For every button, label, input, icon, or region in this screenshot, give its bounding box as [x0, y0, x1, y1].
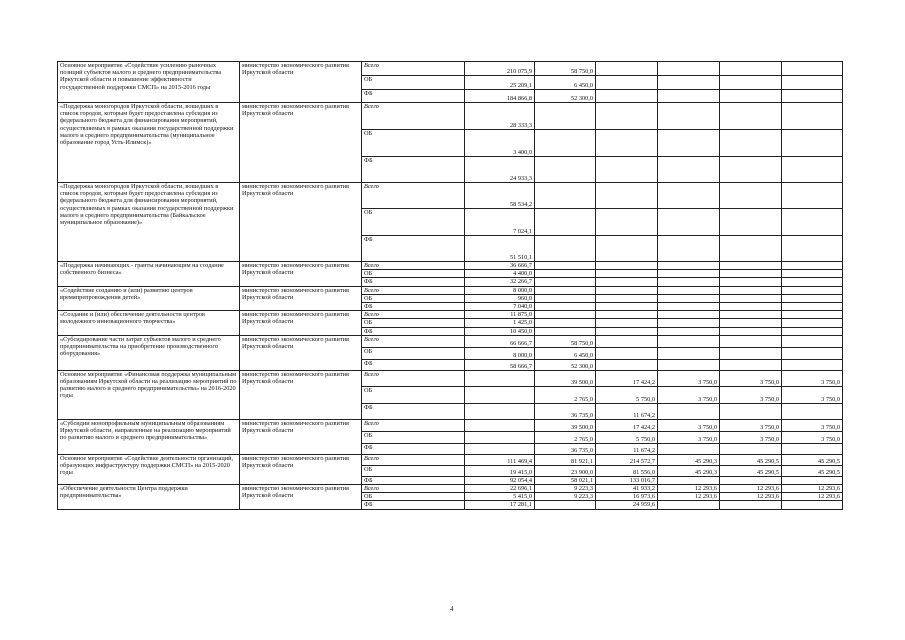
amount-cell: 6 450,0 — [535, 347, 596, 359]
amount-cell: 3 400,0 — [465, 130, 535, 157]
amount-cell — [596, 278, 658, 286]
amount-cell — [782, 311, 843, 319]
amount-cell — [596, 76, 658, 90]
amount-cell — [720, 359, 782, 370]
amount-cell: 5 415,0 — [465, 493, 535, 501]
amount-cell — [782, 157, 843, 183]
amount-cell: 58 534,2 — [465, 183, 535, 209]
amount-cell — [782, 286, 843, 294]
responsible-executor: министерство экономического развития Иркутской области — [240, 62, 362, 103]
amount-cell: 45 290,5 — [720, 465, 782, 476]
amount-cell: 41 933,2 — [596, 485, 658, 493]
funding-source: ОБ — [362, 294, 465, 302]
amount-cell — [782, 327, 843, 335]
amount-cell — [658, 359, 720, 370]
amount-cell — [720, 294, 782, 302]
funding-source: ФБ — [362, 278, 465, 286]
funding-source: ОБ — [362, 130, 465, 157]
amount-cell — [782, 335, 843, 347]
amount-cell — [658, 294, 720, 302]
amount-cell — [720, 90, 782, 103]
responsible-executor: министерство экономического развития Иркутской области — [240, 286, 362, 311]
amount-cell — [658, 347, 720, 359]
amount-cell — [720, 157, 782, 183]
table-row — [58, 370, 843, 386]
table-row — [58, 286, 843, 294]
funding-source: ОБ — [362, 270, 465, 278]
amount-cell — [596, 286, 658, 294]
activity-name: «Обеспечение деятельности Центра поддержки предпринимательства» — [58, 485, 240, 510]
amount-cell: 52 300,0 — [535, 359, 596, 370]
amount-cell: 19 415,0 — [465, 465, 535, 476]
amount-cell: 12 293,6 — [782, 493, 843, 501]
amount-cell: 1 425,0 — [465, 319, 535, 327]
amount-cell — [535, 501, 596, 509]
amount-cell — [658, 103, 720, 130]
funding-source: Всего — [362, 62, 465, 76]
amount-cell — [720, 262, 782, 270]
amount-cell: 3 750,0 — [658, 431, 720, 443]
amount-cell — [720, 476, 782, 484]
amount-cell — [658, 327, 720, 335]
amount-cell: 3 750,0 — [782, 419, 843, 431]
amount-cell — [720, 278, 782, 286]
amount-cell: 17 424,2 — [596, 419, 658, 431]
amount-cell — [720, 130, 782, 157]
amount-cell: 58 021,1 — [535, 476, 596, 484]
amount-cell: 58 750,0 — [535, 335, 596, 347]
funding-source: ОБ — [362, 209, 465, 236]
funding-source: ФБ — [362, 501, 465, 509]
activity-name: «Субсидии монопрофильным муниципальным образованиям Иркутской области, направленные на реализацию мероприятий по развитию малого и среднего предпринимательства» — [58, 419, 240, 454]
amount-cell: 52 300,0 — [535, 90, 596, 103]
funding-source: ФБ — [362, 403, 465, 419]
amount-cell — [596, 157, 658, 183]
amount-cell — [596, 347, 658, 359]
amount-cell — [782, 183, 843, 209]
amount-cell — [782, 270, 843, 278]
amount-cell — [535, 209, 596, 236]
amount-cell: 3 750,0 — [782, 431, 843, 443]
amount-cell — [782, 303, 843, 311]
amount-cell: 10 450,0 — [465, 327, 535, 335]
amount-cell — [782, 501, 843, 509]
funding-source: Всего — [362, 335, 465, 347]
table-row — [58, 485, 843, 493]
amount-cell — [720, 286, 782, 294]
amount-cell — [658, 157, 720, 183]
amount-cell: 28 333,3 — [465, 103, 535, 130]
amount-cell: 45 290,5 — [782, 454, 843, 465]
amount-cell: 3 750,0 — [720, 386, 782, 403]
funding-source: Всего — [362, 103, 465, 130]
amount-cell — [596, 335, 658, 347]
amount-cell: 81 921,1 — [535, 454, 596, 465]
amount-cell — [782, 90, 843, 103]
funding-source: Всего — [362, 262, 465, 270]
amount-cell — [782, 476, 843, 484]
amount-cell: 12 293,6 — [720, 485, 782, 493]
table-body — [58, 62, 843, 510]
responsible-executor: министерство экономического развития Иркутской области — [240, 335, 362, 370]
amount-cell: 184 866,8 — [465, 90, 535, 103]
amount-cell: 58 666,7 — [465, 359, 535, 370]
funding-source: Всего — [362, 454, 465, 465]
amount-cell — [535, 294, 596, 302]
amount-cell — [465, 370, 535, 386]
activity-name: «Создание и (или) обеспечение деятельности центров молодежного инновационного творчества» — [58, 311, 240, 336]
amount-cell — [596, 209, 658, 236]
responsible-executor: министерство экономического развития Иркутской области — [240, 183, 362, 262]
amount-cell: 24 959,6 — [596, 501, 658, 509]
amount-cell — [658, 311, 720, 319]
amount-cell — [658, 443, 720, 454]
amount-cell: 17 281,1 — [465, 501, 535, 509]
amount-cell — [782, 319, 843, 327]
amount-cell — [658, 209, 720, 236]
amount-cell: 25 209,1 — [465, 76, 535, 90]
amount-cell: 66 666,7 — [465, 335, 535, 347]
amount-cell: 210 075,9 — [465, 62, 535, 76]
amount-cell: 81 556,0 — [596, 465, 658, 476]
amount-cell — [596, 359, 658, 370]
amount-cell — [465, 403, 535, 419]
funding-source: Всего — [362, 419, 465, 431]
amount-cell: 133 016,7 — [596, 476, 658, 484]
amount-cell: 16 973,6 — [596, 493, 658, 501]
activity-name: «Поддержка моногородов Иркутской области, вошедших в список городов, которым будет предоставлена субсидия из федерального бюджета для финансирования мероприятий, осуществляемых в рамках оказания государственной поддержки малого и среднего предпринимательства (муниципальное образование город Усть-Илимск)» — [58, 103, 240, 183]
table-row — [58, 103, 843, 130]
amount-cell — [465, 386, 535, 403]
activity-name: «Поддержка начинающих - гранты начинающим на создание собственного бизнеса» — [58, 262, 240, 287]
amount-cell — [782, 278, 843, 286]
funding-source: ОБ — [362, 465, 465, 476]
amount-cell: 22 696,1 — [465, 485, 535, 493]
amount-cell: 32 266,7 — [465, 278, 535, 286]
amount-cell: 58 750,0 — [535, 62, 596, 76]
page-number: 4 — [450, 605, 454, 613]
funding-source: ОБ — [362, 76, 465, 90]
amount-cell — [658, 303, 720, 311]
amount-cell — [720, 347, 782, 359]
amount-cell: 9 223,3 — [535, 485, 596, 493]
responsible-executor: министерство экономического развития Иркутской области — [240, 262, 362, 287]
amount-cell — [720, 501, 782, 509]
amount-cell — [596, 327, 658, 335]
funding-source: ФБ — [362, 90, 465, 103]
activity-name: Основное мероприятие «Содействие усилению рыночных позиций субъектов малого и среднего предпринимательства Иркутской области и повышение эффективности государственной поддержки СМСП» на 2015-2016 годы — [58, 62, 240, 103]
amount-cell: 8 000,0 — [465, 286, 535, 294]
table-row — [58, 262, 843, 270]
amount-cell — [535, 236, 596, 262]
amount-cell: 8 000,0 — [465, 347, 535, 359]
funding-source: Всего — [362, 370, 465, 386]
funding-source: ФБ — [362, 236, 465, 262]
amount-cell: 45 290,5 — [720, 454, 782, 465]
amount-cell — [658, 403, 720, 419]
amount-cell: 3 750,0 — [658, 386, 720, 403]
amount-cell: 11 674,2 — [596, 403, 658, 419]
amount-cell — [535, 319, 596, 327]
activity-name: Основное мероприятие «Содействие деятельности организаций, образующих инфраструктуру поддержки СМСП» на 2015-2020 годы — [58, 454, 240, 484]
activity-name: Основное мероприятие «Финансовая поддержка муниципальным образованиям Иркутской области на реализацию мероприятий по развитию малого и среднего предпринимательства» на 2016-2020 годы — [58, 370, 240, 419]
amount-cell — [720, 403, 782, 419]
funding-source: ОБ — [362, 431, 465, 443]
amount-cell — [658, 76, 720, 90]
amount-cell: 5 750,0 — [596, 386, 658, 403]
amount-cell — [465, 419, 535, 431]
amount-cell — [465, 431, 535, 443]
amount-cell — [720, 270, 782, 278]
table-row — [58, 62, 843, 76]
amount-cell — [658, 262, 720, 270]
funding-source: ОБ — [362, 347, 465, 359]
amount-cell: 7 040,0 — [465, 303, 535, 311]
amount-cell: 3 750,0 — [658, 370, 720, 386]
table-row — [58, 335, 843, 347]
amount-cell — [720, 319, 782, 327]
amount-cell — [782, 62, 843, 76]
amount-cell — [720, 311, 782, 319]
amount-cell — [782, 236, 843, 262]
amount-cell — [596, 62, 658, 76]
funding-source: ОБ — [362, 493, 465, 501]
amount-cell: 12 293,6 — [658, 493, 720, 501]
amount-cell — [535, 157, 596, 183]
amount-cell: 39 500,0 — [535, 419, 596, 431]
amount-cell — [535, 303, 596, 311]
funding-source: ФБ — [362, 359, 465, 370]
amount-cell — [720, 303, 782, 311]
amount-cell — [782, 403, 843, 419]
amount-cell — [720, 335, 782, 347]
responsible-executor: министерство экономического развития Иркутской области — [240, 419, 362, 454]
amount-cell: 45 290,3 — [658, 454, 720, 465]
amount-cell: 39 500,0 — [535, 370, 596, 386]
amount-cell: 7 024,1 — [465, 209, 535, 236]
amount-cell: 12 293,6 — [720, 493, 782, 501]
funding-source: Всего — [362, 286, 465, 294]
amount-cell — [658, 130, 720, 157]
amount-cell: 17 424,2 — [596, 370, 658, 386]
amount-cell — [720, 236, 782, 262]
amount-cell — [535, 262, 596, 270]
amount-cell — [535, 278, 596, 286]
amount-cell — [535, 311, 596, 319]
amount-cell — [596, 294, 658, 302]
responsible-executor: министерство экономического развития Иркутской области — [240, 311, 362, 336]
amount-cell — [596, 311, 658, 319]
funding-source: ФБ — [362, 157, 465, 183]
amount-cell: 960,0 — [465, 294, 535, 302]
amount-cell: 11 674,2 — [596, 443, 658, 454]
amount-cell — [596, 262, 658, 270]
budget-table — [57, 61, 843, 510]
amount-cell: 36 735,0 — [535, 403, 596, 419]
amount-cell — [720, 183, 782, 209]
amount-cell: 2 765,0 — [535, 431, 596, 443]
amount-cell — [720, 76, 782, 90]
activity-name: «Содействие созданию и (или) развитию центров времяпрепровождения детей» — [58, 286, 240, 311]
amount-cell — [658, 286, 720, 294]
funding-source: ФБ — [362, 327, 465, 335]
amount-cell: 45 290,5 — [782, 465, 843, 476]
amount-cell: 3 750,0 — [720, 370, 782, 386]
amount-cell — [535, 286, 596, 294]
amount-cell — [658, 236, 720, 262]
amount-cell — [720, 327, 782, 335]
amount-cell — [720, 443, 782, 454]
responsible-executor: министерство экономического развития Иркутской области — [240, 454, 362, 484]
amount-cell — [596, 90, 658, 103]
amount-cell: 36 735,0 — [535, 443, 596, 454]
amount-cell — [596, 103, 658, 130]
table-row — [58, 183, 843, 209]
funding-source: ФБ — [362, 476, 465, 484]
amount-cell — [658, 90, 720, 103]
funding-source: ФБ — [362, 443, 465, 454]
amount-cell: 3 750,0 — [782, 386, 843, 403]
amount-cell: 9 223,3 — [535, 493, 596, 501]
funding-source: ФБ — [362, 303, 465, 311]
amount-cell — [465, 443, 535, 454]
table-row — [58, 311, 843, 319]
amount-cell: 51 510,1 — [465, 236, 535, 262]
responsible-executor: министерство экономического развития Иркутской области — [240, 103, 362, 183]
amount-cell — [720, 62, 782, 76]
amount-cell — [658, 501, 720, 509]
amount-cell — [535, 183, 596, 209]
amount-cell — [782, 347, 843, 359]
amount-cell — [782, 103, 843, 130]
table-row — [58, 454, 843, 465]
amount-cell: 12 293,6 — [782, 485, 843, 493]
amount-cell — [658, 270, 720, 278]
amount-cell — [596, 130, 658, 157]
amount-cell — [658, 335, 720, 347]
amount-cell — [782, 262, 843, 270]
funding-source: ОБ — [362, 319, 465, 327]
amount-cell — [658, 278, 720, 286]
amount-cell — [658, 62, 720, 76]
amount-cell — [658, 476, 720, 484]
amount-cell: 23 900,0 — [535, 465, 596, 476]
amount-cell — [782, 209, 843, 236]
amount-cell — [720, 103, 782, 130]
amount-cell — [596, 303, 658, 311]
funding-source: Всего — [362, 311, 465, 319]
amount-cell — [535, 270, 596, 278]
amount-cell: 3 750,0 — [720, 431, 782, 443]
amount-cell: 92 054,4 — [465, 476, 535, 484]
amount-cell — [782, 130, 843, 157]
responsible-executor: министерство экономического развития Иркутской области — [240, 485, 362, 510]
amount-cell — [782, 359, 843, 370]
amount-cell — [535, 103, 596, 130]
amount-cell: 6 450,0 — [535, 76, 596, 90]
amount-cell: 12 293,6 — [658, 485, 720, 493]
amount-cell: 214 572,7 — [596, 454, 658, 465]
amount-cell — [596, 270, 658, 278]
amount-cell — [596, 236, 658, 262]
activity-name: «Поддержка моногородов Иркутской области, вошедших в список городов, которым будет предоставлена субсидия из федерального бюджета для финансирования мероприятий, осуществляемых в рамках оказания государственной поддержки малого и среднего предпринимательства (Байкальское муниципальное образование)» — [58, 183, 240, 262]
activity-name: «Субсидирование части затрат субъектов малого и среднего предпринимательства на приобретение производственного оборудования» — [58, 335, 240, 370]
amount-cell: 45 290,3 — [658, 465, 720, 476]
table-row — [58, 419, 843, 431]
amount-cell: 4 400,0 — [465, 270, 535, 278]
amount-cell: 5 750,0 — [596, 431, 658, 443]
amount-cell: 24 933,3 — [465, 157, 535, 183]
funding-source: Всего — [362, 485, 465, 493]
amount-cell — [720, 209, 782, 236]
amount-cell — [535, 327, 596, 335]
amount-cell: 3 750,0 — [658, 419, 720, 431]
amount-cell — [782, 443, 843, 454]
amount-cell: 3 750,0 — [720, 419, 782, 431]
amount-cell — [596, 319, 658, 327]
funding-source: ОБ — [362, 386, 465, 403]
amount-cell — [596, 183, 658, 209]
amount-cell: 36 666,7 — [465, 262, 535, 270]
amount-cell — [658, 183, 720, 209]
amount-cell: 3 750,0 — [782, 370, 843, 386]
funding-source: Всего — [362, 183, 465, 209]
amount-cell — [782, 76, 843, 90]
amount-cell — [535, 130, 596, 157]
responsible-executor: министерство экономического развития Иркутской области — [240, 370, 362, 419]
amount-cell — [782, 294, 843, 302]
amount-cell — [658, 319, 720, 327]
amount-cell: 111 469,4 — [465, 454, 535, 465]
amount-cell: 11 875,0 — [465, 311, 535, 319]
amount-cell: 2 765,0 — [535, 386, 596, 403]
